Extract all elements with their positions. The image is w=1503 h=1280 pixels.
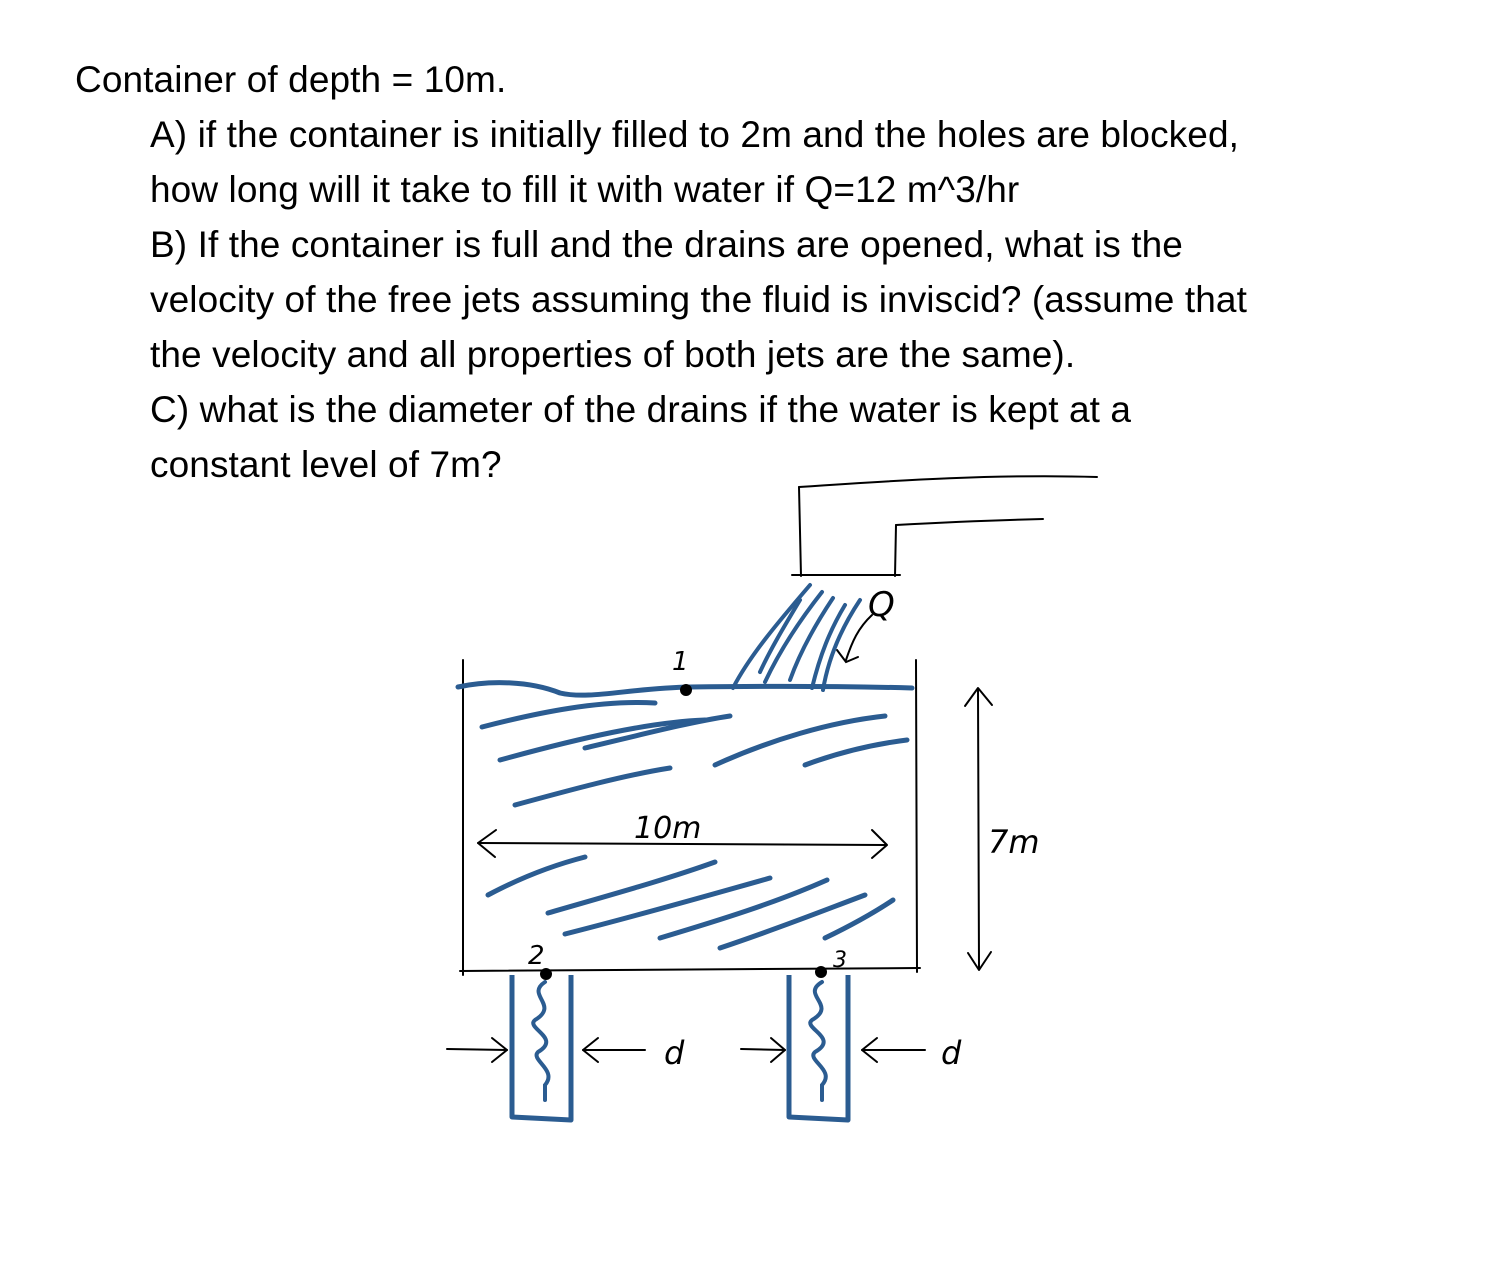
hatch-stroke xyxy=(482,703,655,727)
flow-label-q: Q xyxy=(868,585,895,625)
part-a-line-1: A) if the container is initially filled to 2m and the holes are blocked, xyxy=(150,114,1239,155)
right-drain-jet xyxy=(810,982,826,1100)
drain-d-arrows xyxy=(447,1038,925,1062)
point-1-label: 1 xyxy=(672,647,689,677)
right-drain-d-label: d xyxy=(941,1034,962,1072)
part-a-line-2: how long will it take to fill it with water if Q=12 m^3/hr xyxy=(150,169,1020,210)
hatch-stroke xyxy=(488,857,585,895)
part-c-line-1: C) what is the diameter of the drains if the water is kept at a xyxy=(150,389,1132,430)
part-c-line-2: constant level of 7m? xyxy=(150,444,502,485)
height-label: 7m xyxy=(988,823,1040,861)
right-drain xyxy=(789,966,848,1120)
point-1-marker xyxy=(680,684,692,696)
height-dimension-line xyxy=(978,690,979,968)
hatch-stroke xyxy=(548,862,715,913)
left-drain xyxy=(512,968,571,1120)
supply-pipe xyxy=(792,476,1097,576)
left-drain-in-arrow xyxy=(447,1049,507,1050)
falling-jet xyxy=(733,585,860,690)
left-drain-d-label: d xyxy=(664,1034,685,1072)
problem-title: Container of depth = 10m. xyxy=(75,59,507,100)
pipe-bottom-wall xyxy=(896,519,1043,525)
left-drain-jet xyxy=(533,982,548,1100)
hatch-stroke xyxy=(720,895,865,948)
width-label: 10m xyxy=(634,811,702,846)
right-drain-in-arrow xyxy=(741,1049,785,1050)
pipe-right-wall xyxy=(895,525,896,576)
hatch-stroke xyxy=(805,740,907,765)
tank-right-wall xyxy=(916,660,917,972)
hatch-stroke xyxy=(565,878,770,934)
point-3-marker xyxy=(815,966,827,978)
hatch-stroke xyxy=(515,768,670,805)
hatch-stroke xyxy=(715,716,885,765)
flow-q-annotation xyxy=(837,615,872,662)
point-2-label: 2 xyxy=(528,941,545,971)
pipe-top-wall xyxy=(799,476,1097,487)
jet-stroke xyxy=(812,605,845,688)
part-b-line-3: the velocity and all properties of both jets are the same). xyxy=(150,334,1076,375)
hatch-stroke xyxy=(660,880,827,938)
part-b-line-1: B) If the container is full and the drains are opened, what is the xyxy=(150,224,1183,265)
pipe-left-wall xyxy=(799,487,801,576)
part-b-line-2: velocity of the free jets assuming the fluid is inviscid? (assume that xyxy=(150,279,1247,320)
point-3-label: 3 xyxy=(833,948,847,973)
